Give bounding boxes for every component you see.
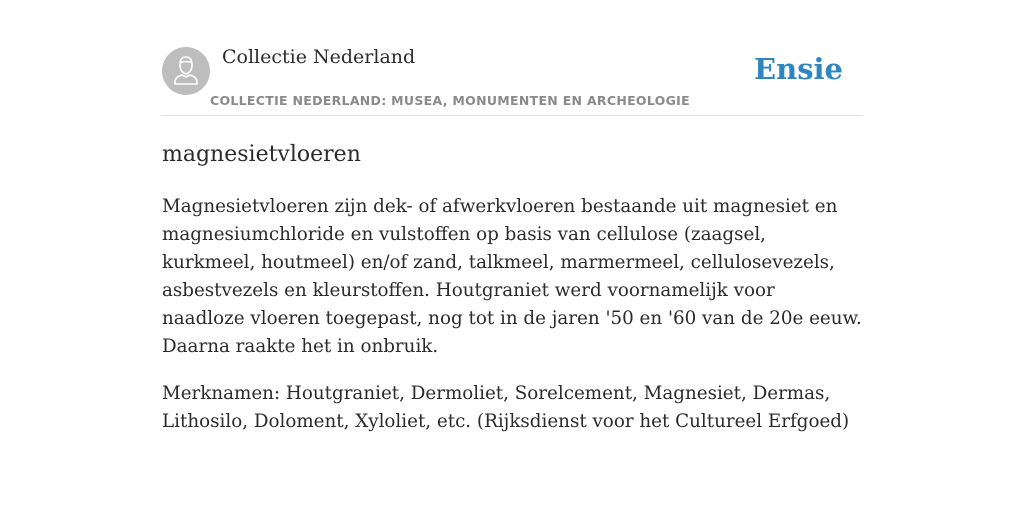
- article-paragraph: Magnesietvloeren zijn dek- of afwerkvloeren bestaande uit magnesiet en magnesiumchloride en vulstoffen op basis van cellulose (zaagsel, kurkmeel, houtmeel) en/of zand, talkmeel, marmermeel, cellulosevezels, asbestvezels en kleurstoffen. Houtgraniet werd voornamelijk voor naadloze vloeren toegepast, nog tot in de jaren '50 en '60 van de 20e eeuw. Daarna raakte het in onbruik.: [162, 196, 862, 357]
- page-title: magnesietvloeren: [162, 142, 361, 167]
- collection-link[interactable]: COLLECTIE NEDERLAND: MUSEA, MONUMENTEN EN ARCHEOLOGIE: [210, 93, 690, 108]
- article-header: [162, 42, 862, 116]
- ensie-logo[interactable]: Ensie: [754, 52, 843, 86]
- article-card: [162, 42, 862, 436]
- article-paragraph: Merknamen: Houtgraniet, Dermoliet, Sorelcement, Magnesiet, Dermas, Lithosilo, Doloment, Xyloliet, etc. (Rijksdienst voor het Cultureel Erfgoed): [162, 383, 850, 432]
- avatar[interactable]: [162, 47, 210, 95]
- user-icon: [162, 47, 210, 95]
- author-name[interactable]: Collectie Nederland: [222, 46, 416, 68]
